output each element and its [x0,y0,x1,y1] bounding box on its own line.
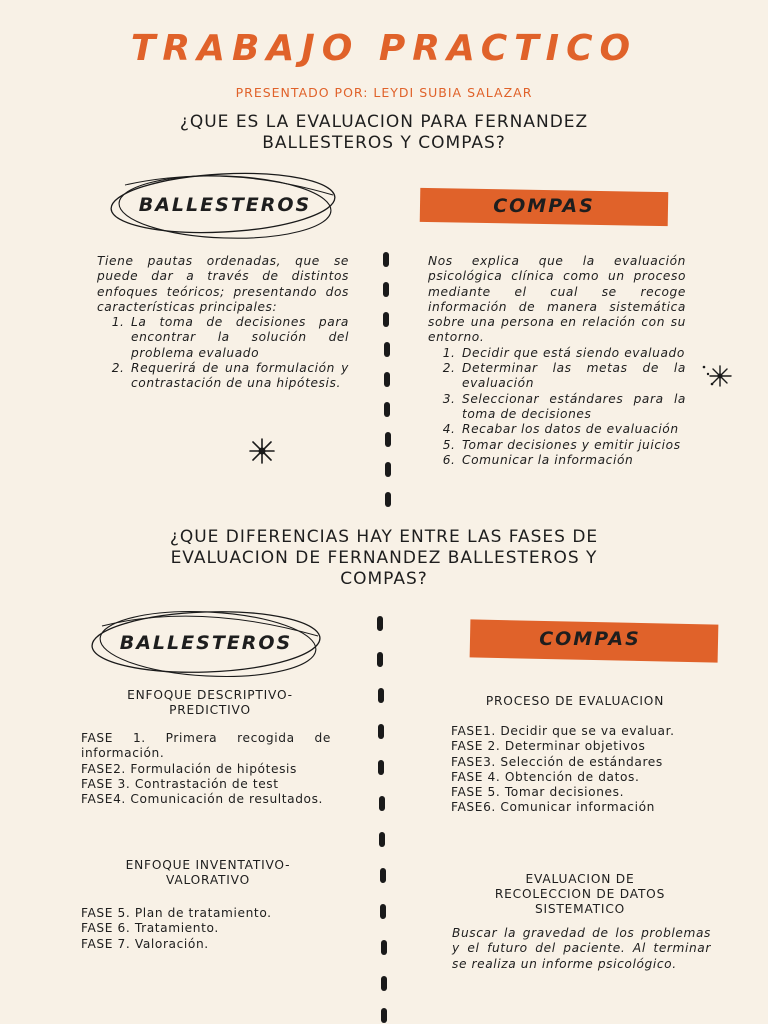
phase-item: FASE2. Formulación de hipótesis [81,761,297,776]
ballesteros-heading-1 [90,688,330,718]
compas-item-3: 3. Seleccionar estándares para la toma de decisiones [460,392,686,423]
compas-item-1: 1. Decidir que está siendo evaluado [460,346,686,361]
phase-item: FASE 3. Contrastación de test [81,776,279,791]
question-2-line-2: EVALUACION DE FERNANDEZ BALLESTEROS Y [170,548,598,568]
ballesteros-header-1: BALLESTEROS [138,194,312,216]
compas-header-1: COMPAS [493,195,595,217]
ballesteros-phases-2 [81,906,331,952]
phase-item: FASE3. Selección de estándares [451,754,663,769]
ballesteros-heading-1-line-2: PREDICTIVO [169,703,251,717]
phase-item: FASE 1. Primera recogida de información. [81,731,331,761]
ballesteros-heading-2-line-1: ENFOQUE INVENTATIVO- [125,858,291,872]
ballesteros-heading-1-line-1: ENFOQUE DESCRIPTIVO- [127,688,293,702]
compas-item-5: 5. Tomar decisiones y emitir juicios [460,438,686,453]
compas-item-4: 4. Recabar los datos de evaluación [460,422,686,437]
ballesteros-item-1: 1. La toma de decisiones para encontrar la solución del problema evaluado [129,315,349,361]
compas-description [428,254,686,468]
phase-item: FASE 2. Determinar objetivos [451,739,646,754]
phase-item: FASE 6. Tratamiento. [81,921,219,936]
compas-heading-2-line-1: EVALUACION DE [525,872,635,886]
phase-item: FASE6. Comunicar información [451,800,655,815]
sparkle-icon [700,364,734,388]
compas-closing: Buscar la gravedad de los problemas y el futuro del paciente. Al terminar se realiza un informe psicológico. [452,926,711,971]
compas-header-2: COMPAS [539,628,641,650]
phase-item: FASE 5. Plan de tratamiento. [81,906,272,920]
compas-phases [451,724,701,816]
question-2 [70,527,698,590]
compas-intro: Nos explica que la evaluación psicológica clínica como un proceso mediante el cual se recoge información de manera sistemática sobre una persona en relación con su entorno. [428,254,686,345]
question-2-line-3: COMPAS? [340,569,428,589]
ballesteros-heading-2-line-2: VALORATIVO [166,873,250,887]
question-1 [80,112,688,154]
compas-heading-2 [455,872,705,917]
compas-heading-2-line-3: SISTEMATICO [534,902,626,916]
compas-heading-2-line-2: RECOLECCION DE DATOS [494,887,666,901]
ballesteros-item-2: 2. Requerirá de una formulación y contrastación de una hipótesis. [129,361,349,392]
sparkle-icon [248,437,276,465]
ballesteros-phases-1 [81,731,331,807]
ballesteros-header-2: BALLESTEROS [119,632,293,654]
phase-item: FASE4. Comunicación de resultados. [81,792,324,807]
author-line: PRESENTADO POR: LEYDI SUBIA SALAZAR [235,85,533,100]
phase-item: FASE 4. Obtención de datos. [451,769,640,784]
page-title: TRABAJO PRACTICO [130,28,638,69]
phase-item: FASE1. Decidir que se va evaluar. [451,724,675,738]
compas-heading-1: PROCESO DE EVALUACION [485,694,665,708]
compas-item-2: 2. Determinar las metas de la evaluación [460,361,686,392]
ballesteros-intro: Tiene pautas ordenadas, que se puede dar a través de distintos enfoques teóricos; presentando dos características principales: [97,254,349,314]
ballesteros-heading-2 [88,858,328,888]
question-1-line-1: ¿QUE ES LA EVALUACION PARA FERNANDEZ [179,112,589,132]
phase-item: FASE 5. Tomar decisiones. [451,785,625,800]
question-2-line-1: ¿QUE DIFERENCIAS HAY ENTRE LAS FASES DE [169,527,599,547]
ballesteros-description [97,254,349,392]
question-1-line-2: BALLESTEROS Y COMPAS? [262,133,506,153]
compas-item-6: 6. Comunicar la información [460,453,686,468]
phase-item: FASE 7. Valoración. [81,936,209,951]
